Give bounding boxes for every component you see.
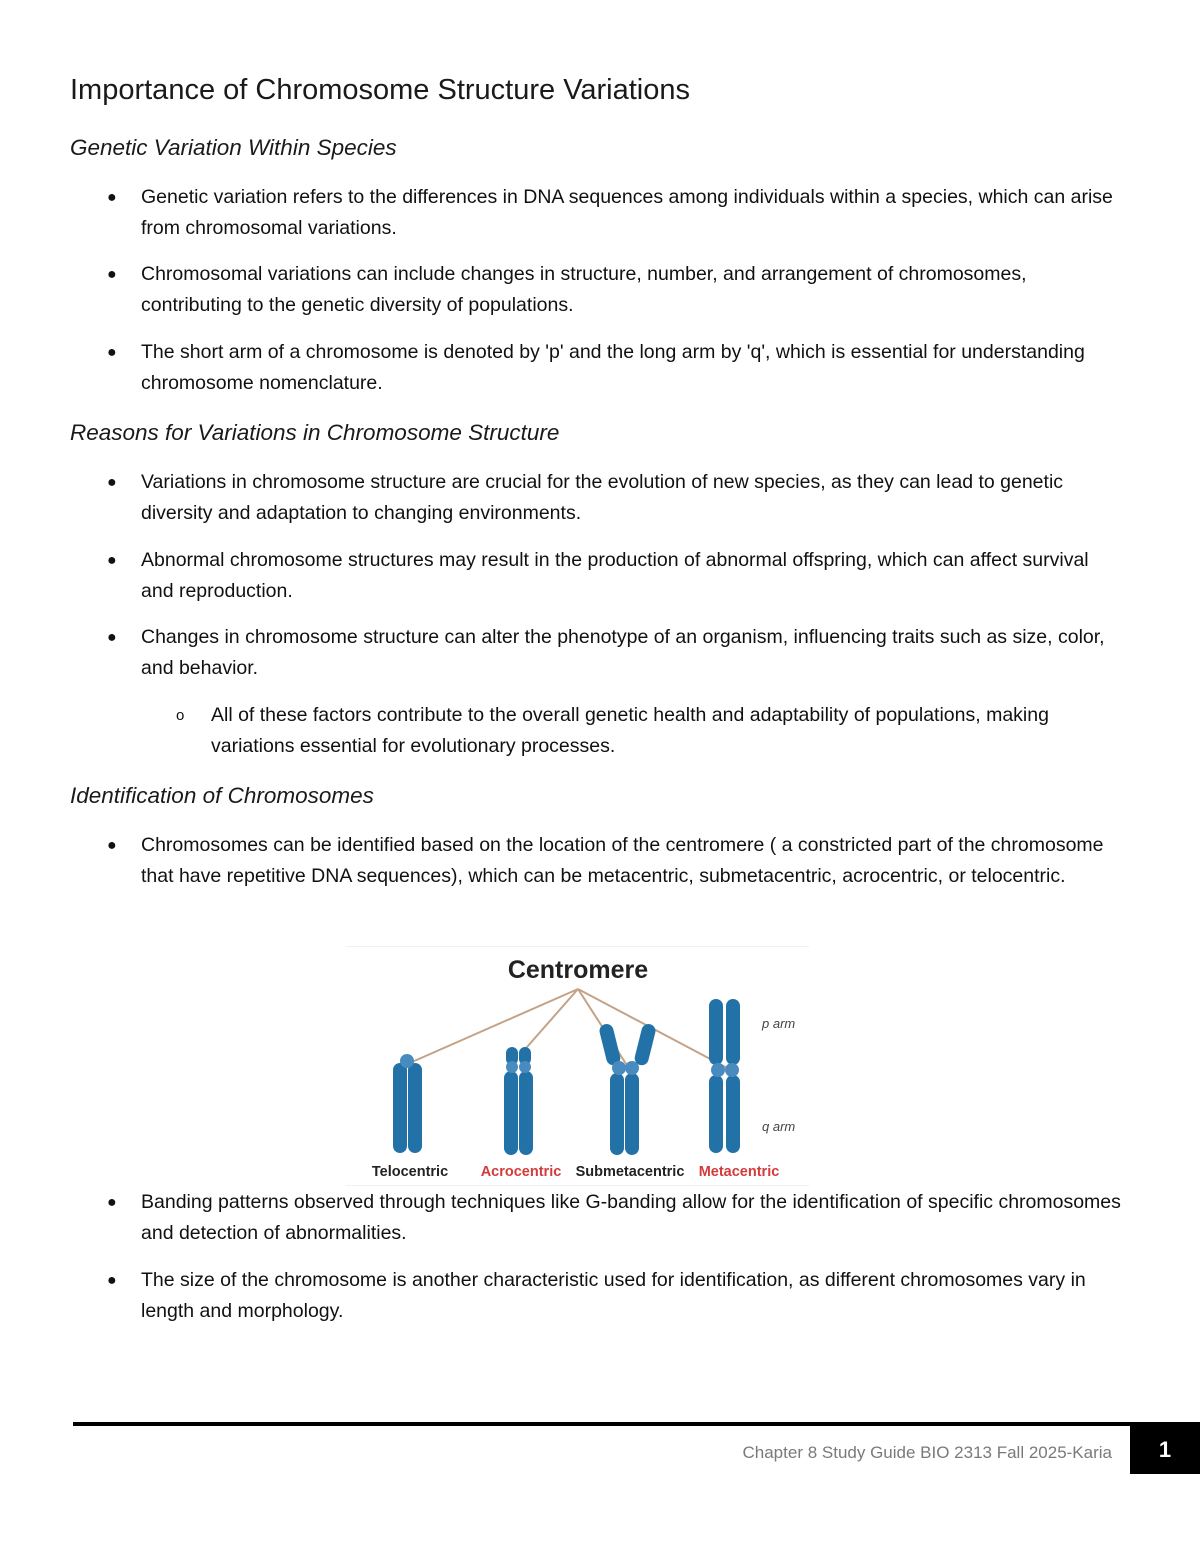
page-title: Importance of Chromosome Structure Variations: [70, 74, 691, 106]
list-item: ● Genetic variation refers to the differences in DNA sequences among individuals within a species, which can arise from chromosomal variations.: [141, 182, 1126, 244]
circle-bullet-icon: o: [176, 707, 185, 724]
footer-divider: [73, 1422, 1200, 1426]
bullet-icon: ●: [107, 552, 117, 569]
label-acrocentric: Acrocentric: [480, 1164, 562, 1180]
bullet-icon: ●: [107, 837, 117, 854]
list-item: ● The size of the chromosome is another characteristic used for identification, as different chromosomes vary in length and morphology.: [141, 1265, 1126, 1327]
centromere-diagram: [346, 947, 809, 1185]
section-heading-genetic-variation: Genetic Variation Within Species: [70, 135, 397, 160]
list-item: ● Chromosomes can be identified based on the location of the centromere ( a constricted part of the chromosome that have repetitive DNA sequences), which can be metacentric, submetacentric, acrocentric, or telocentric.: [141, 830, 1126, 892]
section-heading-identification: Identification of Chromosomes: [70, 783, 374, 808]
list-item: ● Changes in chromosome structure can alter the phenotype of an organism, influencing traits such as size, color, and behavior.: [141, 622, 1126, 684]
label-metacentric: Metacentric: [698, 1164, 780, 1180]
list-item: ● Variations in chromosome structure are crucial for the evolution of new species, as they can lead to genetic diversity and adaptation to changing environments.: [141, 467, 1126, 529]
figure-title: Centromere: [507, 956, 649, 984]
metacentric-chromosome: [709, 999, 740, 1153]
footer-text: Chapter 8 Study Guide BIO 2313 Fall 2025-Karia: [742, 1443, 1112, 1462]
p-arm-label: p arm: [762, 1016, 796, 1031]
bullet-icon: ●: [107, 629, 117, 646]
page-number: 1: [1130, 1426, 1200, 1474]
list-item: ● The short arm of a chromosome is denoted by 'p' and the long arm by 'q', which is essential for understanding chromosome nomenclature.: [141, 337, 1126, 399]
list-item: ● Abnormal chromosome structures may result in the production of abnormal offspring, which can affect survival and reproduction.: [141, 545, 1126, 607]
bullet-icon: ●: [107, 1194, 117, 1211]
acrocentric-chromosome: [504, 1047, 533, 1155]
leader-line: [412, 989, 578, 1062]
telocentric-chromosome: [393, 1054, 422, 1153]
section-heading-reasons: Reasons for Variations in Chromosome Structure: [70, 420, 560, 445]
label-submetacentric: Submetacentric: [575, 1164, 685, 1180]
list-item: ● Chromosomal variations can include changes in structure, number, and arrangement of chromosomes, contributing to the genetic diversity of populations.: [141, 259, 1126, 321]
bullet-icon: ●: [107, 474, 117, 491]
submetacentric-chromosome: [598, 1023, 657, 1155]
list-item: ● Banding patterns observed through techniques like G-banding allow for the identification of specific chromosomes and detection of abnormalities.: [141, 1187, 1126, 1249]
bullet-icon: ●: [107, 1272, 117, 1289]
label-telocentric: Telocentric: [371, 1164, 449, 1180]
leader-lines: [412, 989, 731, 1070]
leader-line: [520, 989, 578, 1055]
bullet-icon: ●: [107, 266, 117, 283]
bullet-icon: ●: [107, 344, 117, 361]
centromere-figure: [346, 946, 809, 1186]
sub-list-item: o All of these factors contribute to the overall genetic health and adaptability of populations, making variations essential for evolutionary processes.: [211, 700, 1111, 762]
bullet-icon: ●: [107, 189, 117, 206]
q-arm-label: q arm: [762, 1119, 796, 1134]
